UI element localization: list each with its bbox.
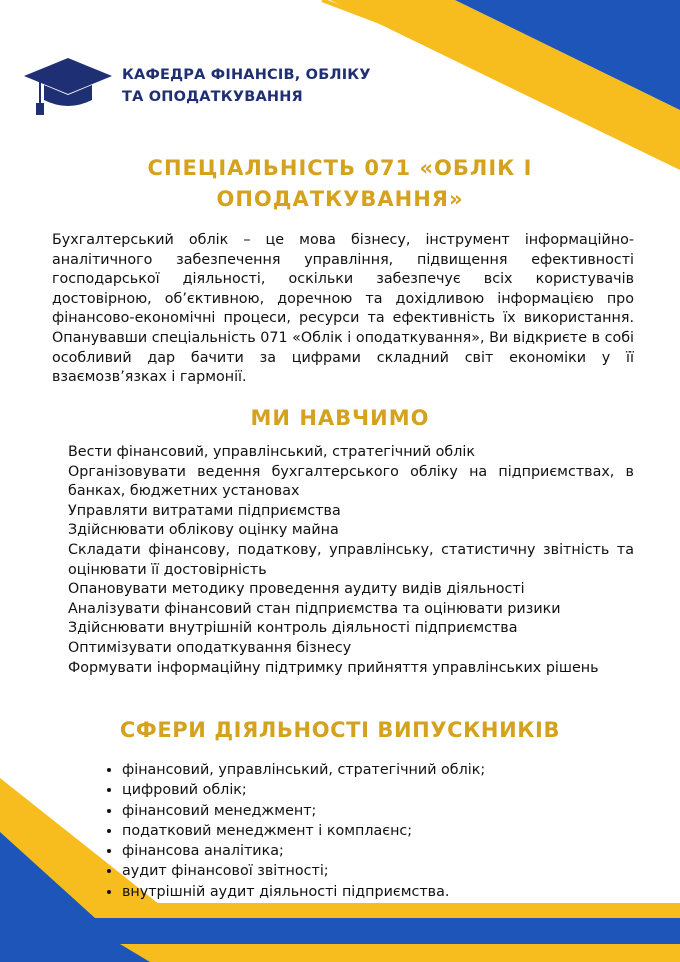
department-logo bbox=[22, 56, 114, 118]
specialty-title-line1: СПЕЦІАЛЬНІСТЬ 071 «ОБЛІК І bbox=[147, 156, 533, 180]
graduation-cap-icon bbox=[22, 56, 114, 118]
areas-list-item: • податковий менеджмент і комплаєнс; bbox=[122, 821, 642, 841]
teach-item: Оптимізувати оподаткування бізнесу bbox=[68, 639, 352, 656]
areas-list-item: • фінансовий менеджмент; bbox=[122, 801, 642, 821]
teach-item: Складати фінансову, податкову, управлінську, статистичну звітність та оцінювати її достовірність bbox=[68, 541, 634, 578]
teach-item: Здійснювати облікову оцінку майна bbox=[68, 522, 339, 539]
areas-title: СФЕРИ ДІЯЛЬНОСТІ ВИПУСКНИКІВ bbox=[119, 718, 561, 742]
teach-item: Опановувати методику проведення аудиту видів діяльності bbox=[68, 581, 525, 598]
areas-list-item: • внутрішній аудит діяльності підприємства. bbox=[122, 882, 642, 902]
department-name-line1: КАФЕДРА ФІНАНСІВ, ОБЛІКУ bbox=[122, 67, 371, 83]
teach-title: МИ НАВЧИМО bbox=[250, 406, 430, 430]
teach-item: Управляти витратами підприємства bbox=[68, 502, 341, 519]
department-name-line2: ТА ОПОДАТКУВАННЯ bbox=[122, 89, 303, 105]
department-name bbox=[122, 64, 422, 108]
specialty-description: Бухгалтерський облік – це мова бізнесу, інструмент інформаційно-аналітичного забезпечення управління, підвищення ефективності господарської діяльності, оскільки забезпечує всіх користувачів достовірною, об’єктивною, доречною та дохідливою інформацією про фінансово-економічні процеси, ресурси та ефективність їх використання. Опанувавши спеціальність 071 «Облік і оподаткування», Ви відкриєте в собі особливий дар бачити за цифрами складний світ економіки у її взаємозв’язках і гармонії. bbox=[52, 232, 634, 386]
specialty-title bbox=[40, 153, 640, 215]
teach-item: Формувати інформаційну підтримку прийняття управлінських рішень bbox=[68, 659, 599, 676]
areas-list-item: • фінансовий, управлінський, стратегічний облік; bbox=[122, 760, 642, 780]
specialty-title-line2: ОПОДАТКУВАННЯ» bbox=[216, 187, 464, 211]
teach-item: Здійснювати внутрішній контроль діяльності підприємства bbox=[68, 620, 518, 637]
teach-item: Аналізувати фінансовий стан підприємства та оцінювати ризики bbox=[68, 600, 561, 617]
teach-item: Організовувати ведення бухгалтерського обліку на підприємствах, в банках, бюджетних установах bbox=[68, 463, 634, 500]
areas-list-item: • аудит фінансової звітності; bbox=[122, 861, 642, 881]
teach-list bbox=[68, 443, 634, 678]
areas-list-item: • фінансова аналітика; bbox=[122, 841, 642, 861]
teach-item: Вести фінансовий, управлінський, стратегічний облік bbox=[68, 444, 475, 460]
areas-list bbox=[100, 760, 642, 902]
areas-list-item: • цифровий облік; bbox=[122, 780, 642, 800]
